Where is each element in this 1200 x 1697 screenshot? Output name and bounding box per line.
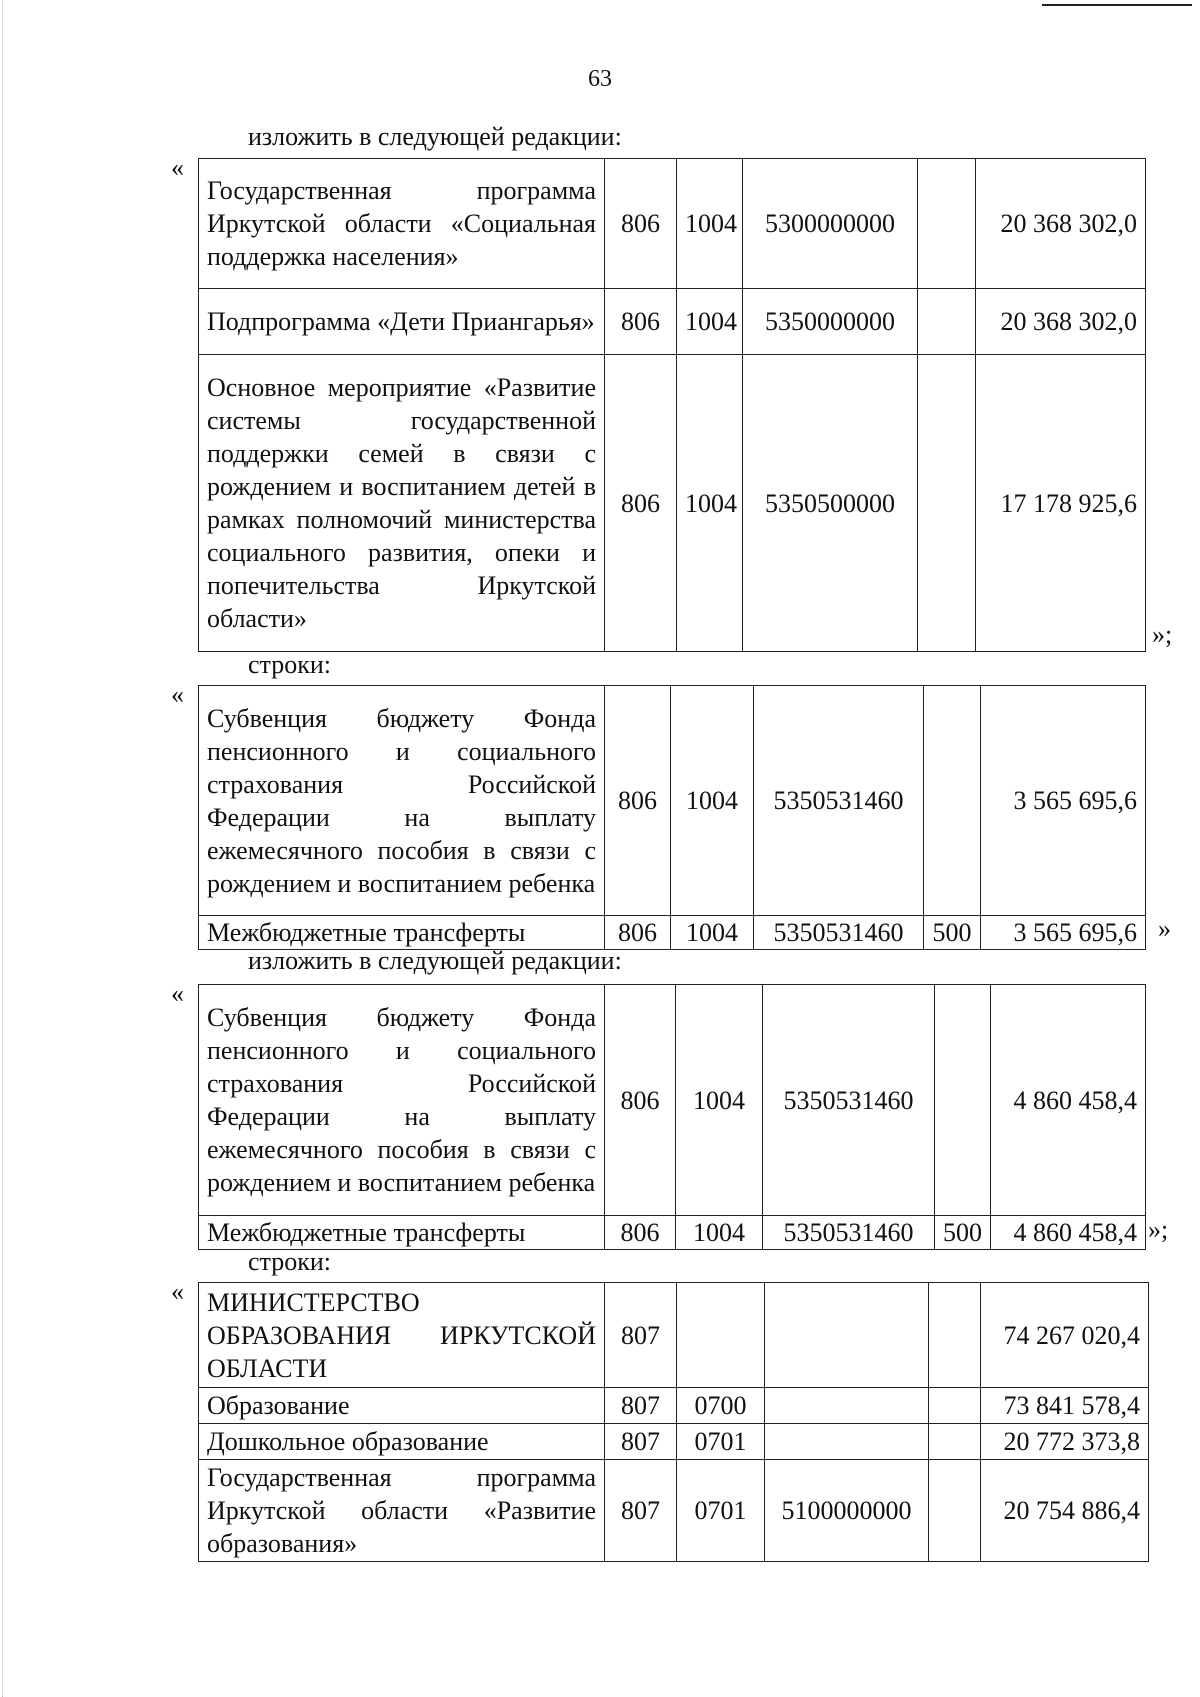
cell-gr: 807 [605, 1283, 677, 1388]
cell-rz: 1004 [677, 355, 743, 652]
table-row [199, 985, 1146, 1216]
close-quote-2: » [1158, 914, 1171, 943]
cell-vr [918, 159, 976, 289]
row-name: Подпрограмма «Дети Приангарья» [199, 289, 605, 355]
open-quote-1: « [171, 153, 184, 182]
cell-sum: 74 267 020,4 [981, 1283, 1149, 1388]
table-row [199, 159, 1146, 289]
table-row [199, 1460, 1149, 1562]
cell-vr [924, 686, 981, 916]
row-name: Государственная программа Иркутской области «Развитие образования» [199, 1460, 605, 1562]
cell-vr: 500 [924, 916, 981, 950]
cell-rz: 1004 [676, 1216, 763, 1250]
cell-csr: 5100000000 [765, 1460, 929, 1562]
section-label-1: изложить в следующей редакции: [248, 122, 622, 151]
cell-csr: 5350531460 [763, 1216, 935, 1250]
cell-sum: 73 841 578,4 [981, 1388, 1149, 1424]
cell-vr [929, 1424, 981, 1460]
scan-edge-line [2, 0, 3, 1697]
cell-rz: 0701 [677, 1460, 765, 1562]
table-row [199, 289, 1146, 355]
section-label-2: строки: [248, 650, 331, 679]
cell-rz: 1004 [677, 159, 743, 289]
cell-gr: 807 [605, 1460, 677, 1562]
row-name: Образование [199, 1388, 605, 1424]
cell-csr: 5300000000 [743, 159, 918, 289]
table-row [199, 1424, 1149, 1460]
close-quote-1: »; [1152, 620, 1173, 649]
table-row [199, 686, 1146, 916]
cell-csr: 5350531460 [754, 916, 924, 950]
cell-rz: 1004 [677, 289, 743, 355]
cell-gr: 806 [605, 916, 671, 950]
cell-csr [765, 1424, 929, 1460]
cell-sum: 20 368 302,0 [976, 159, 1146, 289]
table-row [199, 1216, 1146, 1250]
row-name: Государственная программа Иркутской области «Социальная поддержка населения» [199, 159, 605, 289]
close-quote-3: »; [1148, 1215, 1169, 1244]
cell-gr: 806 [605, 355, 677, 652]
row-name: Межбюджетные трансферты [199, 1216, 605, 1250]
cell-csr [765, 1283, 929, 1388]
row-name: Субвенция бюджету Фонда пенсионного и социального страхования Российской Федерации на выплату ежемесячного пособия в связи с рождением и воспитанием ребенка [199, 985, 605, 1216]
cell-csr [765, 1388, 929, 1424]
page-number: 63 [588, 66, 612, 92]
table-row [199, 355, 1146, 652]
open-quote-4: « [171, 1277, 184, 1306]
row-name: Основное мероприятие «Развитие системы государственной поддержки семей в связи с рождением и воспитанием детей в рамках полномочий министерства социального развития, опеки и попечительства Иркутской области» [199, 355, 605, 652]
table-row [199, 916, 1146, 950]
cell-vr [918, 355, 976, 652]
cell-vr [918, 289, 976, 355]
cell-gr: 806 [605, 686, 671, 916]
budget-table-3 [198, 984, 1146, 1250]
cell-rz: 1004 [671, 916, 754, 950]
cell-sum: 4 860 458,4 [991, 1216, 1146, 1250]
cell-sum: 20 772 373,8 [981, 1424, 1149, 1460]
section-label-4: строки: [248, 1247, 331, 1276]
table-row [199, 1283, 1149, 1388]
cell-rz: 1004 [676, 985, 763, 1216]
cell-sum: 17 178 925,6 [976, 355, 1146, 652]
budget-table-1 [198, 158, 1146, 652]
cell-gr: 806 [605, 159, 677, 289]
cell-vr: 500 [935, 1216, 991, 1250]
cell-sum: 20 754 886,4 [981, 1460, 1149, 1562]
cell-rz: 0701 [677, 1424, 765, 1460]
table-row [199, 1388, 1149, 1424]
section-label-3: изложить в следующей редакции: [248, 946, 622, 975]
cell-csr: 5350531460 [763, 985, 935, 1216]
cell-rz: 1004 [671, 686, 754, 916]
row-name: МИНИСТЕРСТВО ОБРАЗОВАНИЯ ИРКУТСКОЙ ОБЛАСТИ [199, 1283, 605, 1388]
open-quote-3: « [171, 979, 184, 1008]
cell-gr: 806 [605, 289, 677, 355]
cell-rz: 0700 [677, 1388, 765, 1424]
cell-vr [929, 1388, 981, 1424]
cell-vr [929, 1460, 981, 1562]
cell-csr: 5350000000 [743, 289, 918, 355]
cell-csr: 5350531460 [754, 686, 924, 916]
row-name: Межбюджетные трансферты [199, 916, 605, 950]
top-rule [1042, 4, 1192, 6]
budget-table-2 [198, 685, 1146, 950]
cell-sum: 20 368 302,0 [976, 289, 1146, 355]
row-name: Дошкольное образование [199, 1424, 605, 1460]
cell-sum: 4 860 458,4 [991, 985, 1146, 1216]
budget-table-4 [198, 1282, 1149, 1562]
cell-sum: 3 565 695,6 [981, 686, 1146, 916]
cell-gr: 807 [605, 1424, 677, 1460]
cell-csr: 5350500000 [743, 355, 918, 652]
cell-rz [677, 1283, 765, 1388]
cell-vr [929, 1283, 981, 1388]
cell-sum: 3 565 695,6 [981, 916, 1146, 950]
cell-gr: 807 [605, 1388, 677, 1424]
cell-gr: 806 [605, 985, 676, 1216]
row-name: Субвенция бюджету Фонда пенсионного и социального страхования Российской Федерации на выплату ежемесячного пособия в связи с рождением и воспитанием ребенка [199, 686, 605, 916]
cell-vr [935, 985, 991, 1216]
cell-gr: 806 [605, 1216, 676, 1250]
open-quote-2: « [171, 680, 184, 709]
